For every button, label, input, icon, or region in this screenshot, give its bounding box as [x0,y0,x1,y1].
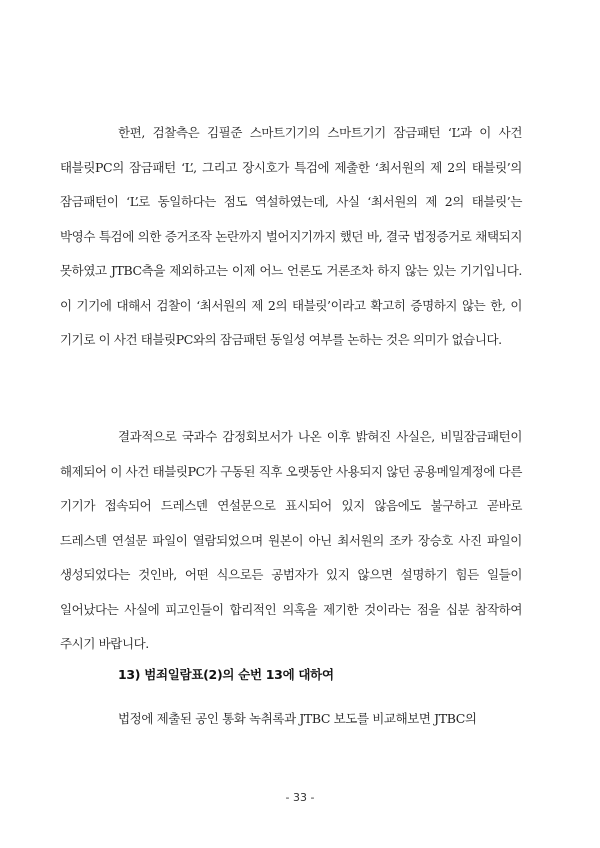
page-number: - 33 - [285,791,315,804]
section-heading: 13) 범죄일람표(2)의 순번 13에 대하여 [118,667,334,682]
body-paragraph: 법정에 제출된 공인 통화 녹취록과 JTBC 보도를 비교해보면 JTBC의 [118,711,477,726]
body-paragraph: 결과적으로 국과수 감정회보서가 나온 이후 밝혀진 사실은, 비밀잠금패턴이 해제되어 이 사건 태블릿PC가 구동된 직후 오랫동안 사용되지 않던 공용메일계정에 다른 기기가 접속되어 드레스덴 연설문으로 표시되어 있지 않음에도 불구하고 곧바로 드레스덴 연설문 파일이 열람되었으며 원본이 아닌 최서원의 조카 장승호 사진 파일이 생성되었다는 것인바, 어떤 식으로든 공범자가 있지 않으면 설명하기 힘든 일들이 일어났다는 사실에 피고인들이 합리적인 의혹을 제기한 것이라는 점을 십분 참작하여 주시기 바랍니다. [60,429,522,651]
body-paragraph: 한편, 검찰측은 김필준 스마트기기의 스마트기기 잠금패턴 ‘L’과 이 사건 태블릿PC의 잠금패턴 ‘L’, 그리고 장시호가 특검에 제출한 ‘최서원의 제 2의 태블릿’의 잠금패턴이 ‘L’로 동일하다는 점도 역설하였는데, 사실 ‘최서원의 제 2의 태블릿’는 박영수 특검에 의한 증거조작 논란까지 벌어지기까지 했던 바, 결국 법정증거로 채택되지 못하였고 JTBC측을 제외하고는 이제 어느 언론도 거론조차 하지 않는 있는 기기입니다. 이 기기에 대해서 검찰이 ‘최서원의 제 2의 태블릿’이라고 확고히 증명하지 않는 한, 이 기기로 이 사건 태블릿PC와의 잠금패턴 동일성 여부를 논하는 것은 의미가 없습니다. [60,125,522,347]
